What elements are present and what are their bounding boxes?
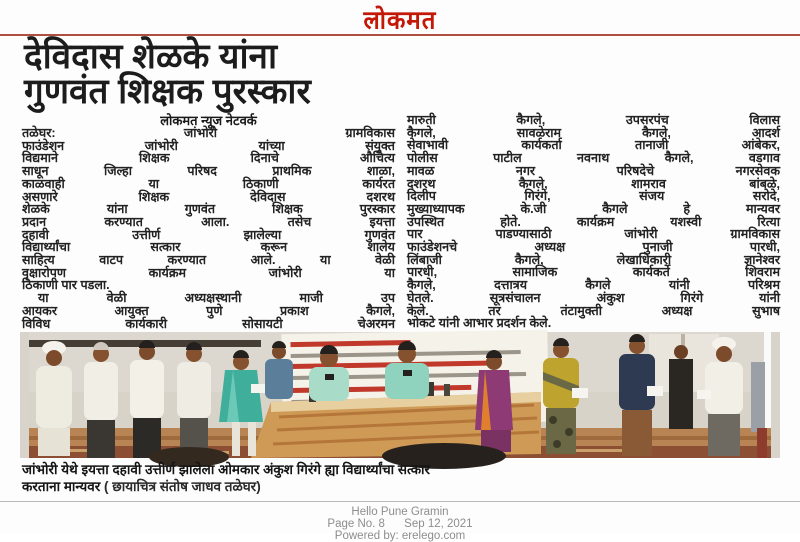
news-photo — [20, 332, 780, 458]
photo-caption-line-2-bold: करताना मान्यवर — [22, 478, 101, 494]
headline-line-2: गुणवंत शिक्षक पुरस्कार — [24, 72, 311, 111]
headline-line-1: देविदास शेळके यांना — [24, 37, 278, 76]
photo-caption — [22, 462, 778, 495]
article-line: मुख्याध्यापक के.जी कैगले हे मान्यवर — [407, 201, 780, 216]
article-line: तळेघर: जांभोरी ग्रामविकास — [22, 126, 395, 140]
article-line: साहित्य वाटप करण्यात आले. या वेळी — [22, 253, 395, 268]
article-line: पारधी, सामाजिक कार्यकर्ते शिवराम — [407, 265, 780, 280]
masthead-title: लोकमत — [363, 6, 437, 35]
masthead — [0, 0, 800, 33]
article-line: विद्यार्थ्यांचा सत्कार करून शालेय — [22, 240, 395, 255]
article-line: मावळ नगर परिषदेचे नगरसेवक — [407, 163, 780, 178]
article-line: शेळके यांना गुणवंत शिक्षक पुरस्कार — [22, 202, 395, 217]
article-line: मारुती कैगले, उपसरपंच विलास — [407, 113, 780, 127]
photo-caption-line-1: जांभोरी येथे इयत्ता दहावी उत्तीर्ण झालेला ओमकार अंकुश गिरंगे ह्या विद्यार्थ्यांचा सत्कार — [22, 462, 431, 477]
article-line: घेतले. सूत्रसंचालन अंकुश गिरंगे यांनी — [407, 290, 780, 305]
article-line: पोलीस पाटील नवनाथ कैगले, वडगाव — [407, 151, 780, 166]
article-line: कैगले, सावळेराम कैगले, आदर्श — [407, 125, 780, 140]
article-line: असणारे शिक्षक देविदास दशरथ — [22, 189, 395, 204]
photo-caption-credit: ( छायाचित्र संतोष जाधव तळेघर) — [104, 478, 261, 494]
article-line: प्रदान करण्यात आला. तसेच इयत्ता — [22, 214, 395, 229]
article-line: फाउंडेशन जांभोरी यांच्या संयुक्त — [22, 138, 395, 153]
footer-date: Sep 12, 2021 — [404, 517, 473, 530]
article-line: दिलीप गिरंगे, संजय सरोदे, — [407, 189, 780, 204]
footer-page-number: Page No. 8 — [327, 517, 385, 530]
article-column-2 — [407, 114, 780, 329]
footer-powered-by: Powered by: erelego.com — [334, 529, 466, 542]
photo-caption-line-2 — [22, 479, 778, 496]
headline — [0, 36, 800, 109]
article-line: विद्यमाने शिक्षक दिनाचे औचित्य — [22, 151, 395, 166]
article-line: दहावी उत्तीर्ण झालेल्या गुणवंत — [22, 227, 395, 242]
article-line: पार पाडण्यासाठी जांभोरी ग्रामविकास — [407, 227, 780, 242]
article-line: आयकर आयुक्त पुणे प्रकाश कैगले, — [22, 303, 395, 318]
footer-page-and-date — [0, 519, 800, 531]
article-line: लिंबाजी कैगले, लेखाधिकारी ज्ञानेश्वर — [407, 252, 780, 267]
article-line: वृक्षारोपण कार्यक्रम जांभोरी या — [22, 265, 395, 280]
article-line: काळवाही या ठिकाणी कार्यरत — [22, 176, 395, 191]
article-line: ठिकाणी पार पडला. — [22, 278, 110, 293]
article-line: केले. तर तंटामुक्ती अध्यक्ष सुभाष — [407, 303, 780, 318]
article-line: कैगले, दत्तात्रय कैगले यांनी परिश्रम — [407, 278, 780, 293]
article-body — [0, 109, 800, 329]
news-photo-illustration — [20, 332, 780, 458]
article-line: सेवाभावी कार्यकर्ता तानाजी आंबेकर, — [407, 138, 780, 153]
article-line: दशरथ कैगले, शामराव बांबळे, — [407, 176, 780, 191]
article-line: विविध कार्यकारी सोसायटी चेअरमन — [22, 316, 395, 331]
article-column-1-lines — [22, 127, 395, 330]
article-byline: लोकमत न्यूज नेटवर्क — [160, 113, 257, 128]
article-line: उपस्थित होते. कार्यक्रम यशस्वी रित्या — [407, 214, 780, 229]
article-line: साधून जिल्हा परिषद प्राथमिक शाळा, — [22, 164, 395, 179]
article-line: भोकटे यांनी आभार प्रदर्शन केले. — [407, 316, 552, 331]
article-line: या वेळी अध्यक्षस्थानी माजी उप — [38, 291, 395, 306]
article-column-2-lines — [407, 114, 780, 330]
article-column-1 — [22, 114, 395, 329]
footer-publication: Hello Pune Gramin — [351, 506, 449, 518]
page-footer — [0, 502, 800, 542]
article-line: फाउंडेशनचे अध्यक्ष पुनाजी पारधी, — [407, 240, 780, 255]
